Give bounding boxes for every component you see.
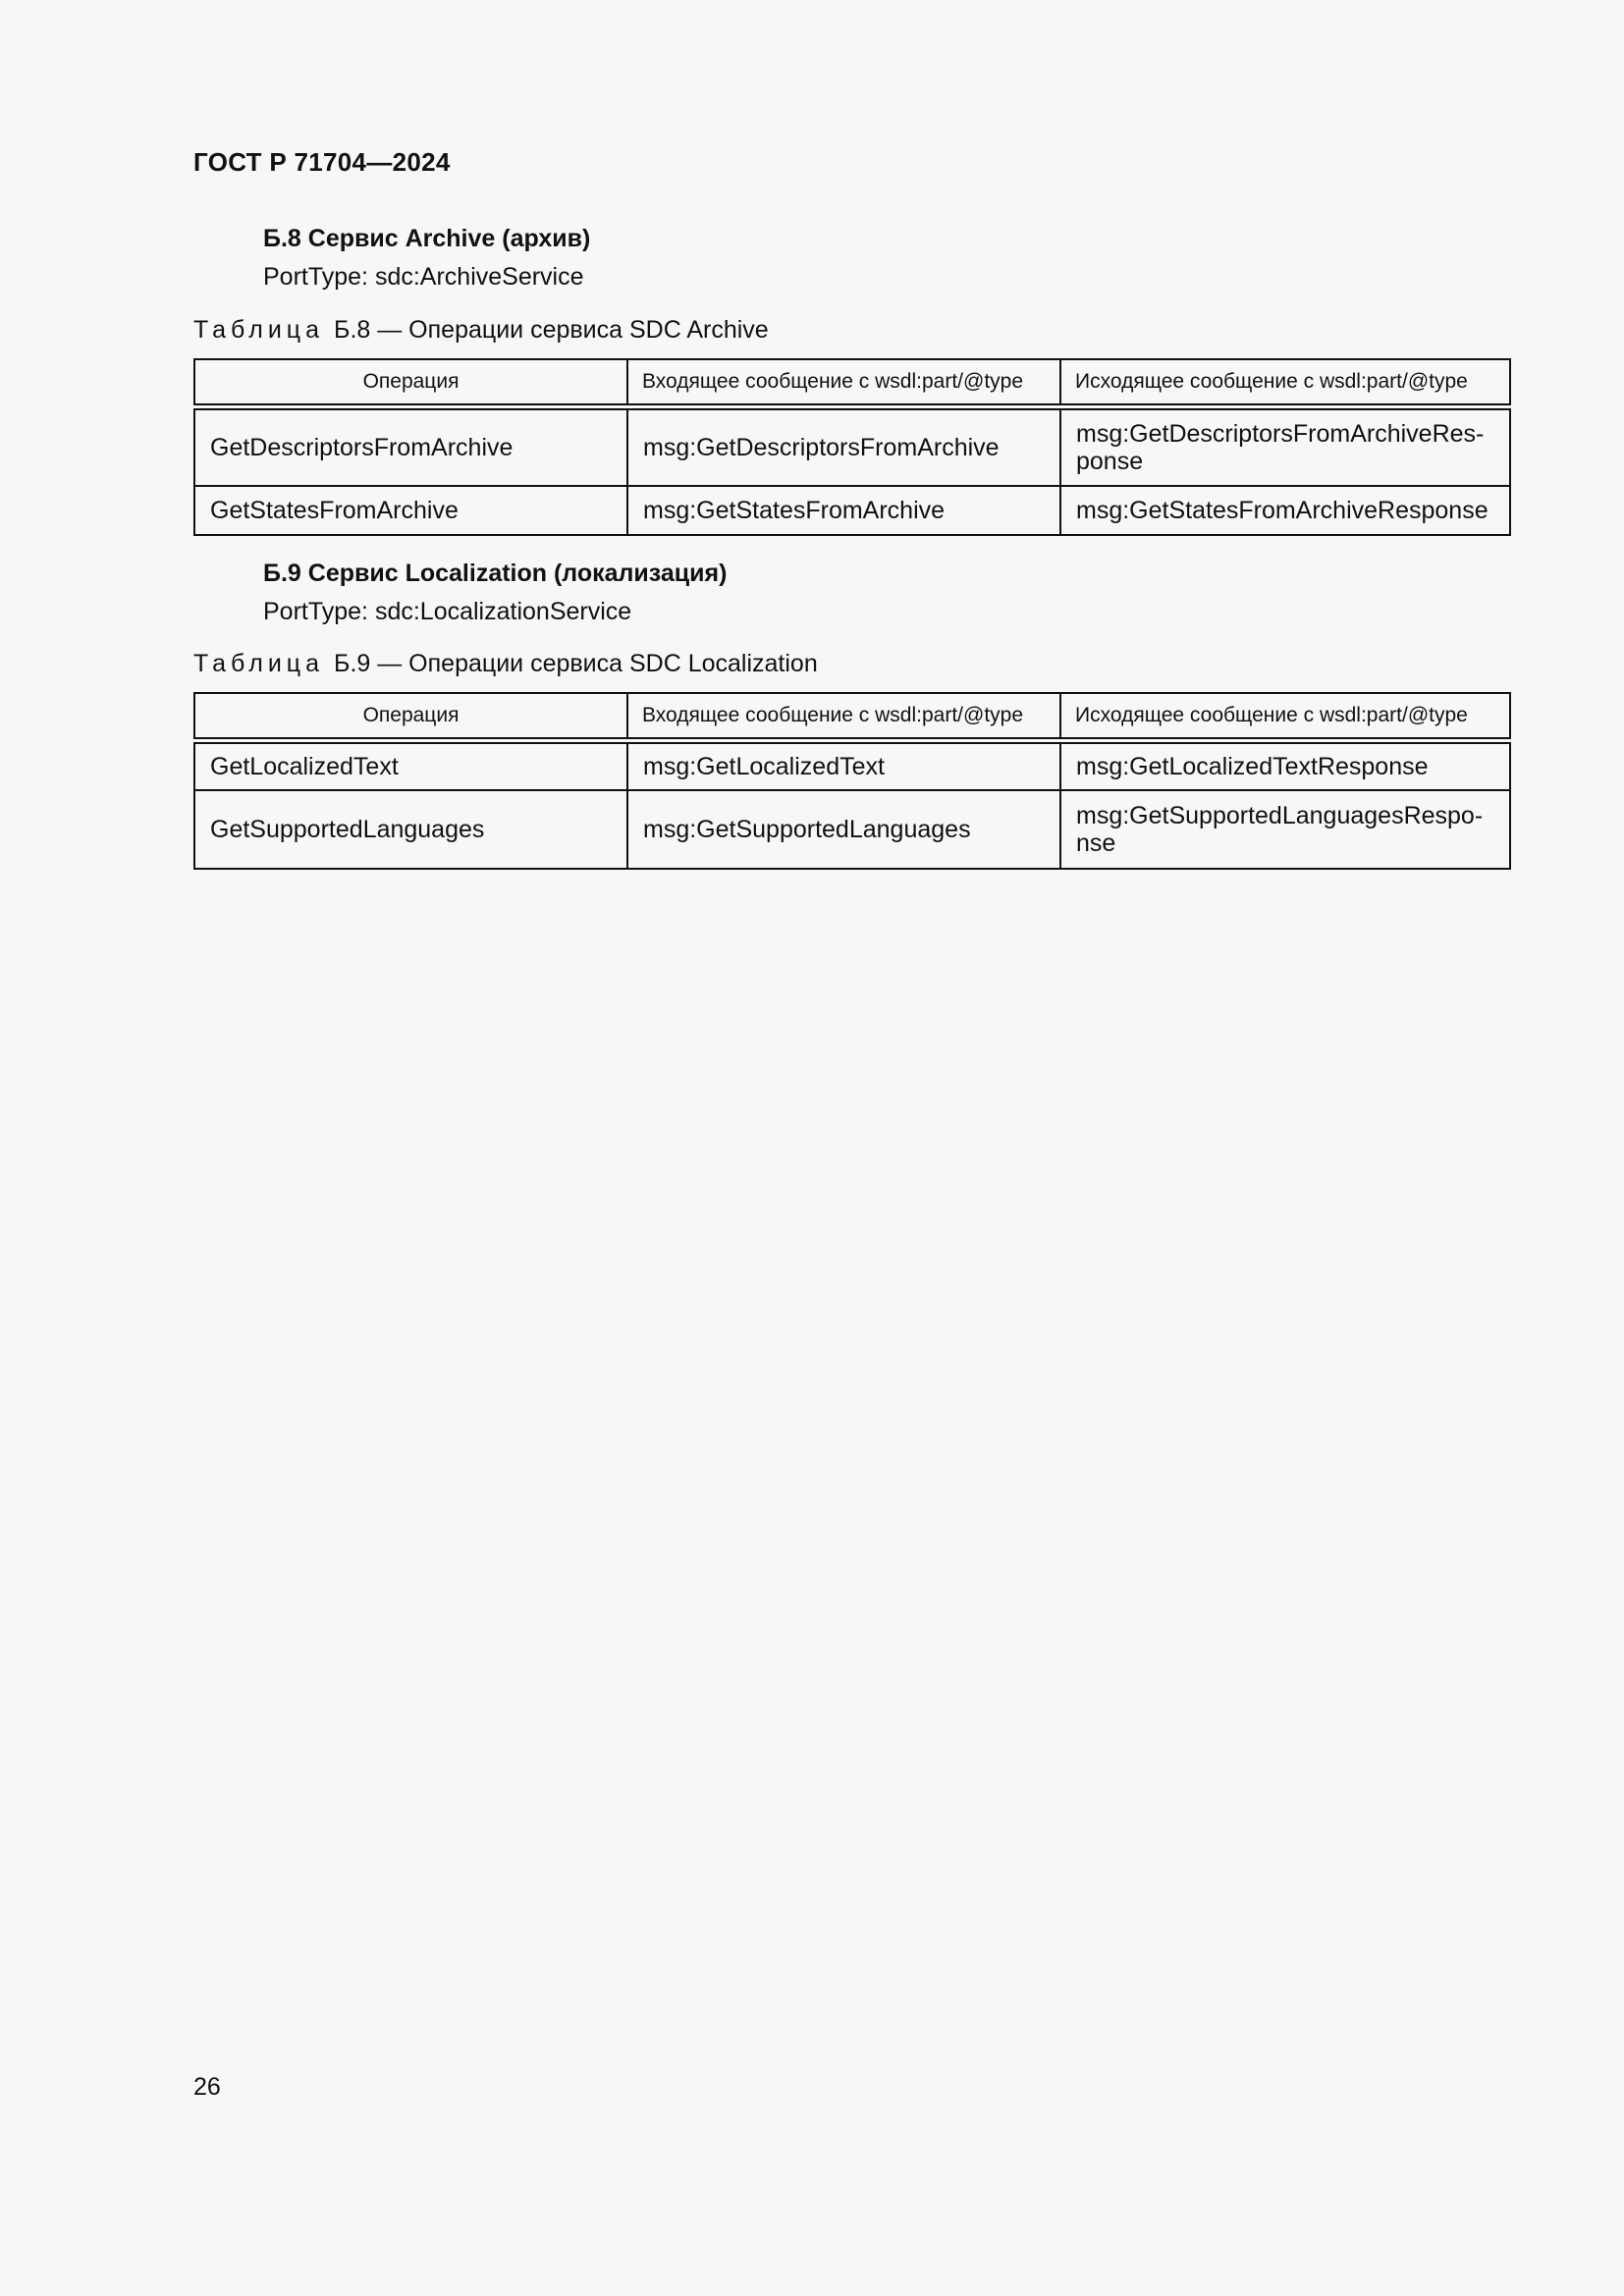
table-caption-localization xyxy=(193,650,818,678)
table-cell: msg:GetDescriptorsFromArchive xyxy=(627,407,1060,486)
archive-operations-table xyxy=(193,358,1511,536)
porttype-archive: PortType: sdc:ArchiveService xyxy=(263,263,584,291)
table-cell: GetLocalizedText xyxy=(194,741,627,790)
column-header-input: Входящее сообщение с wsdl:part/@type xyxy=(627,359,1060,407)
table-cell: msg:GetSupportedLanguages xyxy=(627,790,1060,869)
table-caption-archive xyxy=(193,316,769,345)
localization-operations-table xyxy=(193,692,1511,870)
section-title-localization: Б.9 Сервис Localization (локализация) xyxy=(263,560,728,587)
caption-text: Б.8 — Операции сервиса SDC Archive xyxy=(334,316,769,344)
document-header: ГОСТ Р 71704—2024 xyxy=(193,147,451,177)
table-row xyxy=(194,790,1510,869)
caption-text: Б.9 — Операции сервиса SDC Localization xyxy=(334,650,818,677)
page-number: 26 xyxy=(193,2073,221,2101)
table-cell: msg:GetStatesFromArchiveResponse xyxy=(1060,486,1510,535)
column-header-input: Входящее сообщение с wsdl:part/@type xyxy=(627,693,1060,741)
table-cell: msg:GetLocalizedText xyxy=(627,741,1060,790)
table-cell: GetSupportedLanguages xyxy=(194,790,627,869)
section-title-archive: Б.8 Сервис Archive (архив) xyxy=(263,225,591,252)
porttype-localization: PortType: sdc:LocalizationService xyxy=(263,598,632,625)
table-header-row xyxy=(194,693,1510,741)
table-header-row xyxy=(194,359,1510,407)
table-row xyxy=(194,407,1510,486)
table-cell: msg:GetStatesFromArchive xyxy=(627,486,1060,535)
table-cell: msg:GetSupportedLanguagesRespo-nse xyxy=(1060,790,1510,869)
table-cell: msg:GetLocalizedTextResponse xyxy=(1060,741,1510,790)
column-header-output: Исходящее сообщение с wsdl:part/@type xyxy=(1060,359,1510,407)
column-header-output: Исходящее сообщение с wsdl:part/@type xyxy=(1060,693,1510,741)
table-cell: GetDescriptorsFromArchive xyxy=(194,407,627,486)
column-header-operation: Операция xyxy=(194,359,627,407)
caption-prefix: Таблица xyxy=(193,650,325,677)
table-row xyxy=(194,486,1510,535)
table-cell: GetStatesFromArchive xyxy=(194,486,627,535)
column-header-operation: Операция xyxy=(194,693,627,741)
table-cell: msg:GetDescriptorsFromArchiveRes-ponse xyxy=(1060,407,1510,486)
caption-prefix: Таблица xyxy=(193,316,325,344)
table-row xyxy=(194,741,1510,790)
